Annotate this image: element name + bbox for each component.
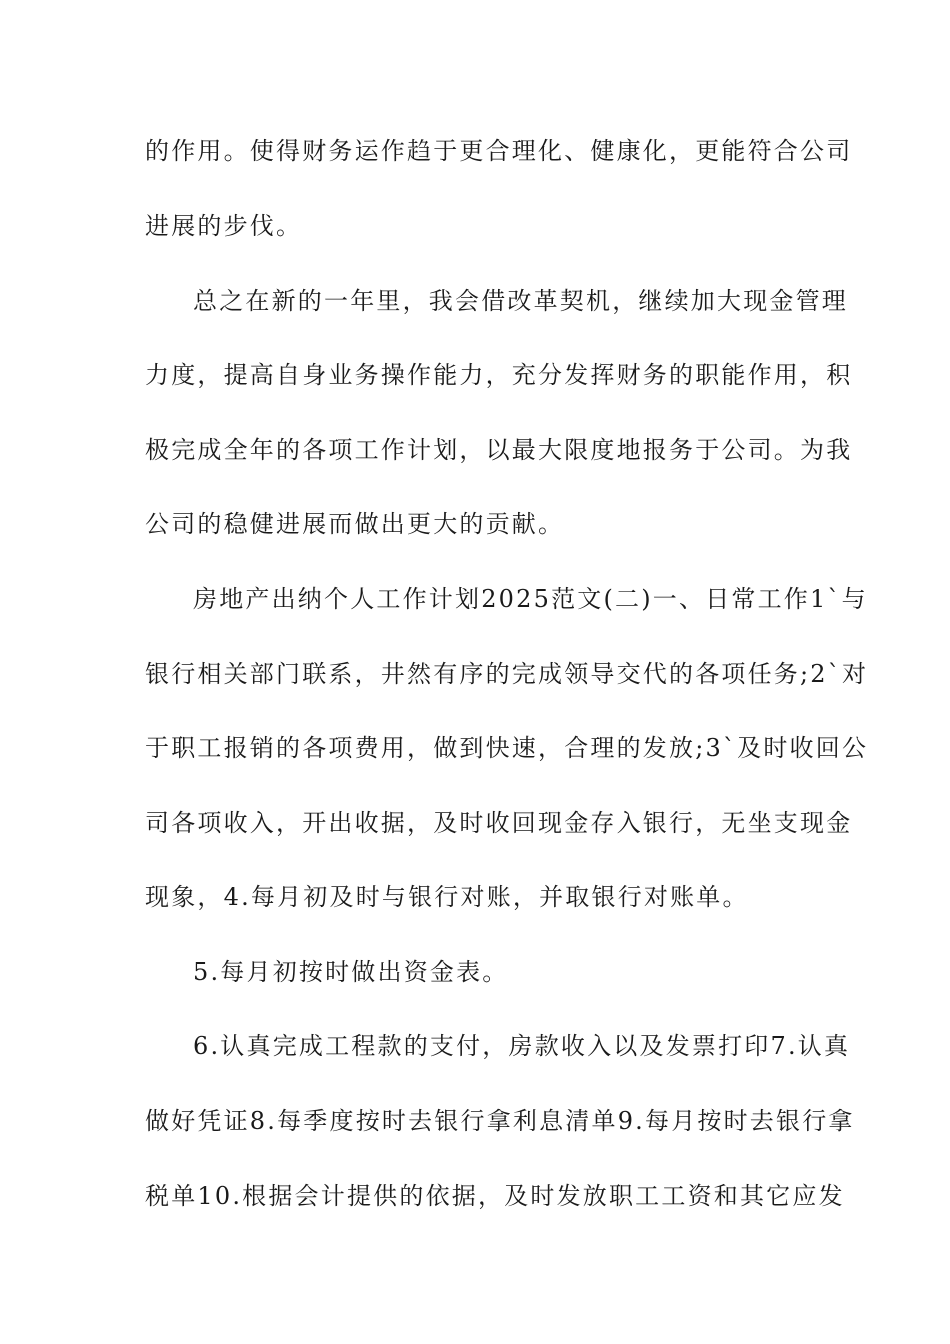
paragraph-start: 房地产出纳个人工作计划2025范文(二)一、日常工作1`与 xyxy=(193,585,868,613)
text-line: 进展的步伐。 xyxy=(145,212,303,240)
text-line: 银行相关部门联系，井然有序的完成领导交代的各项任务;2`对 xyxy=(145,660,869,688)
text-line: 司各项收入，开出收据，及时收回现金存入银行，无坐支现金 xyxy=(145,809,853,837)
text-line: 力度，提高自身业务操作能力，充分发挥财务的职能作用，积 xyxy=(145,361,853,389)
text-line: 现象，4.每月初及时与银行对账，并取银行对账单。 xyxy=(145,883,749,911)
paragraph-start: 5.每月初按时做出资金表。 xyxy=(193,958,509,986)
text-line: 的作用。使得财务运作趋于更合理化、健康化，更能符合公司 xyxy=(145,137,853,165)
text-line: 于职工报销的各项费用，做到快速，合理的发放;3`及时收回公 xyxy=(145,734,869,762)
text-line: 公司的稳健进展而做出更大的贡献。 xyxy=(145,510,565,538)
text-line: 极完成全年的各项工作计划，以最大限度地报务于公司。为我 xyxy=(145,436,853,464)
paragraph-start: 总之在新的一年里，我会借改革契机，继续加大现金管理 xyxy=(193,287,848,315)
text-line: 税单10.根据会计提供的依据，及时发放职工工资和其它应发 xyxy=(145,1182,845,1210)
text-line: 做好凭证8.每季度按时去银行拿利息清单9.每月按时去银行拿 xyxy=(145,1107,855,1135)
paragraph-start: 6.认真完成工程款的支付，房款收入以及发票打印7.认真 xyxy=(193,1032,851,1060)
